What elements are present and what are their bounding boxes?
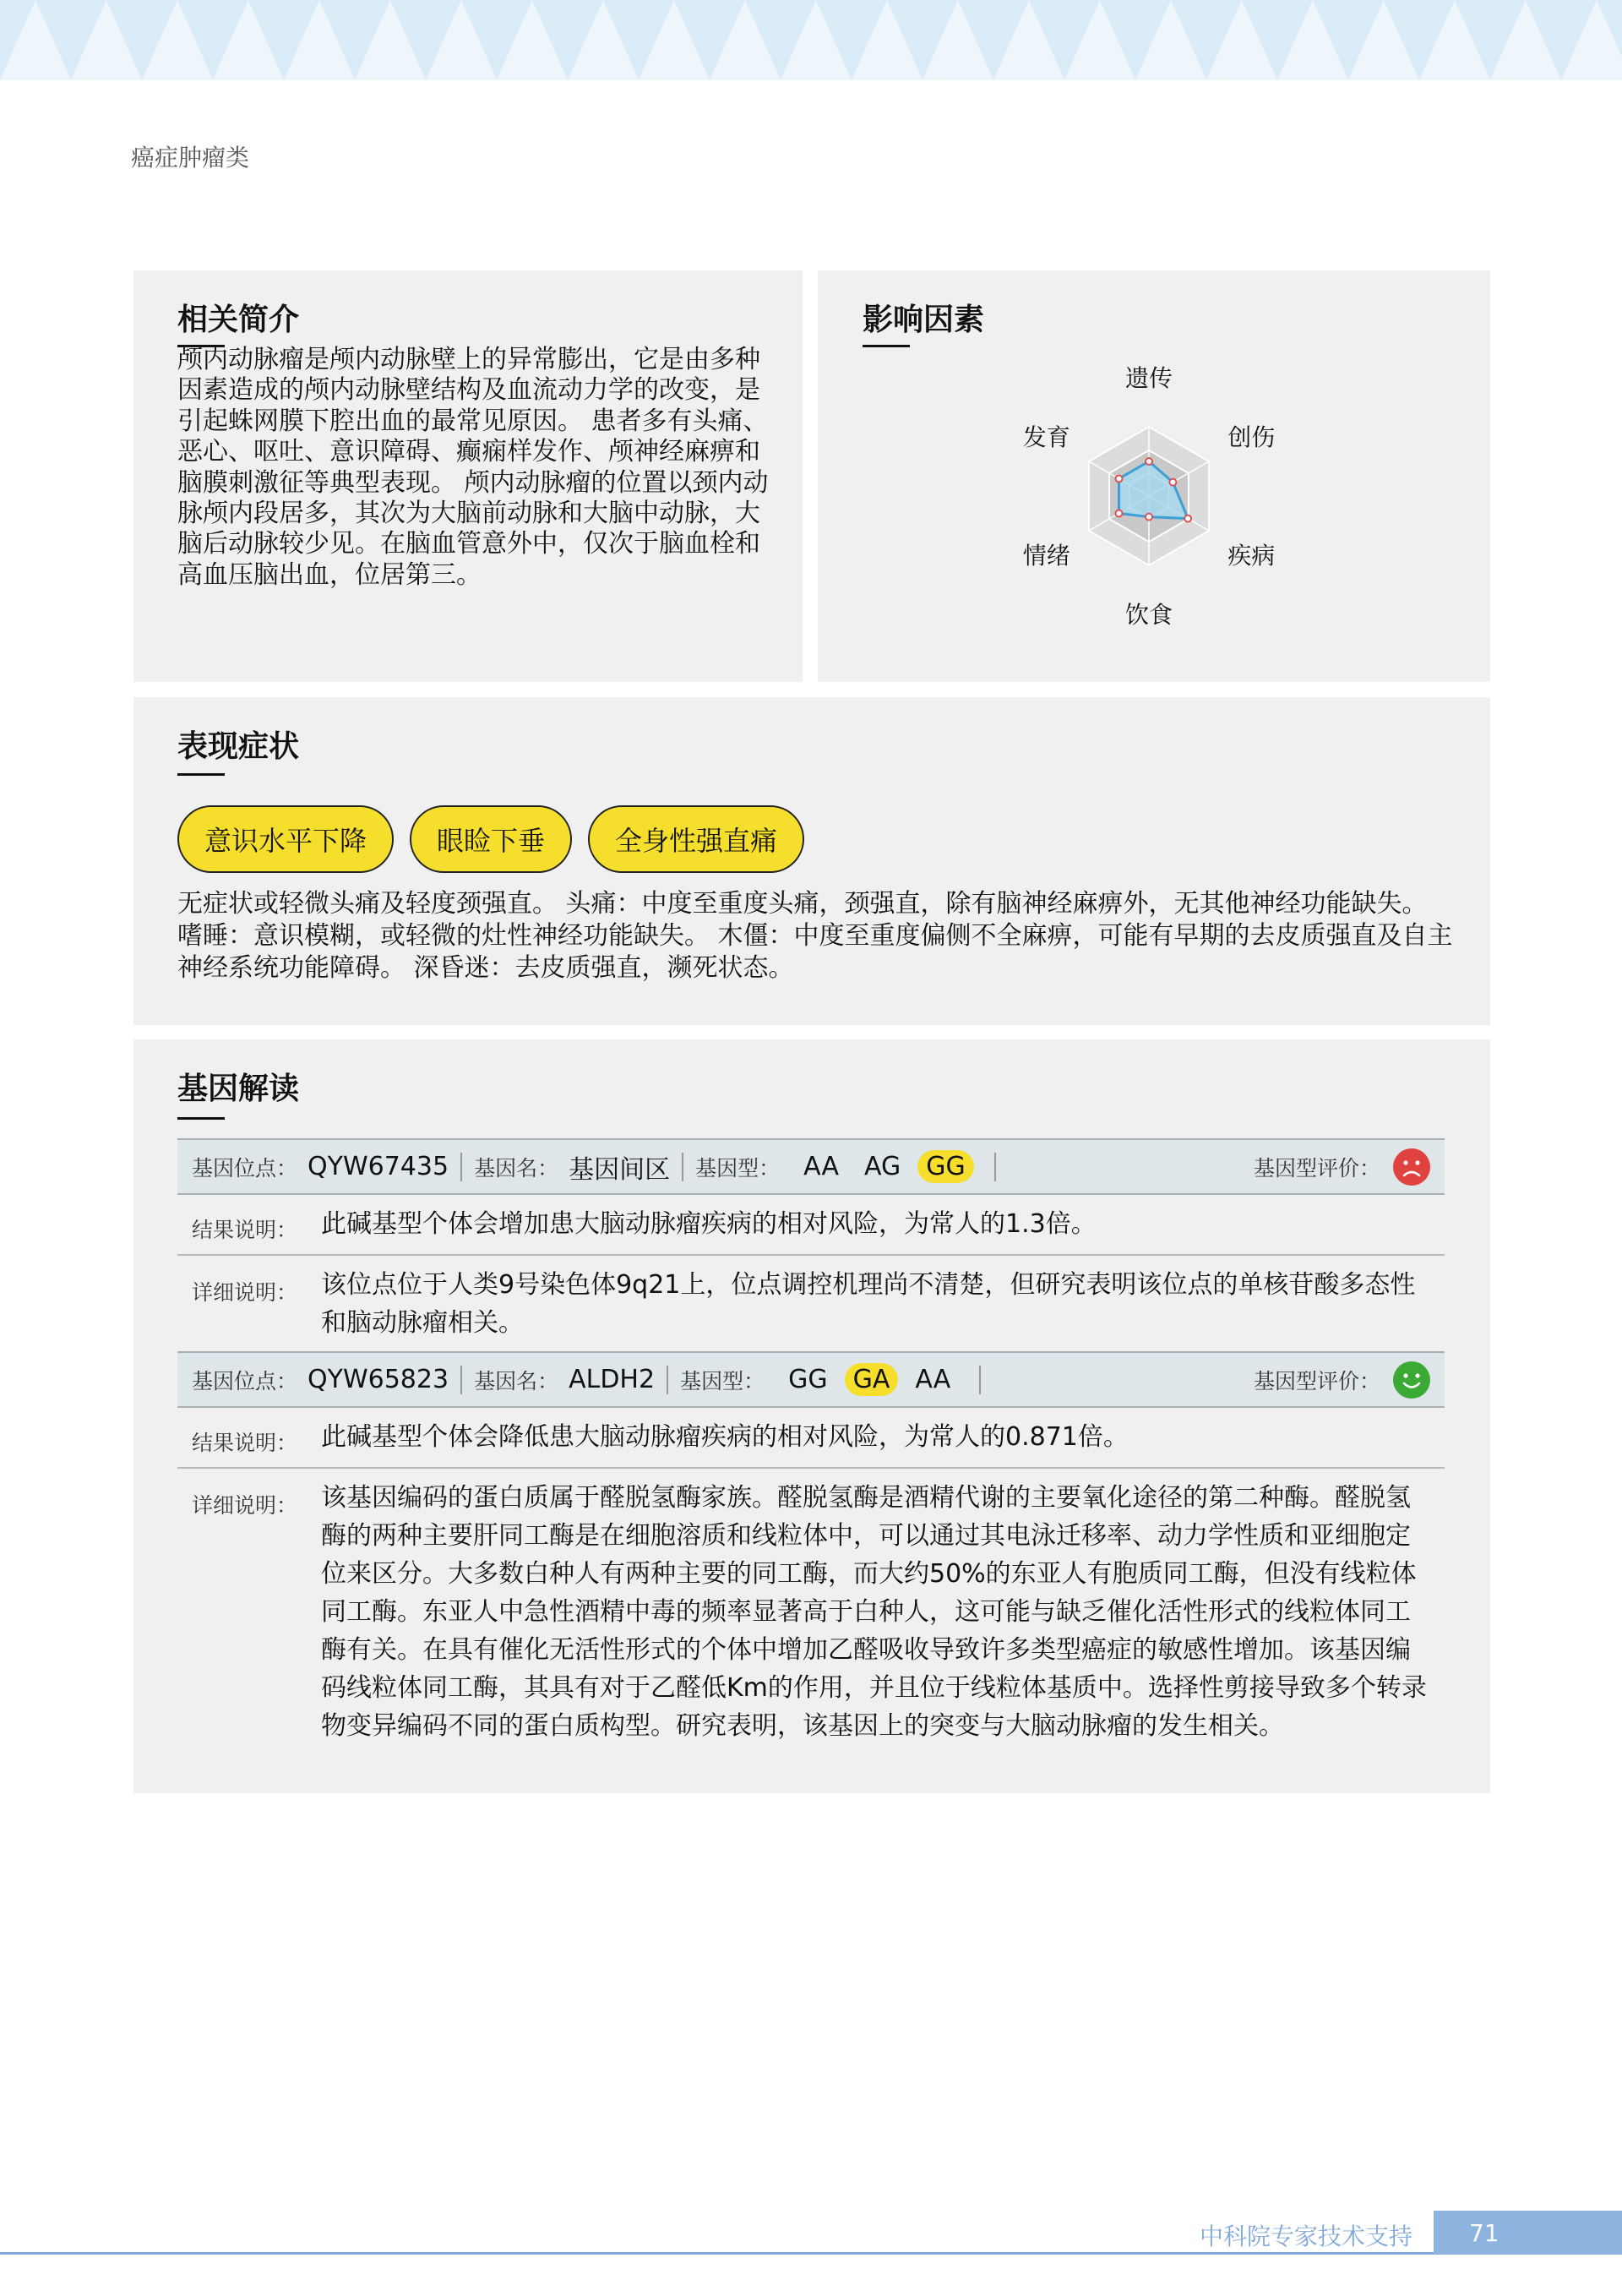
genotype-label: 基因型：	[695, 1155, 781, 1181]
evaluation-label: 基因型评价：	[1253, 1155, 1380, 1181]
evaluation-label: 基因型评价：	[1253, 1368, 1380, 1393]
radar-data-point	[1169, 479, 1176, 486]
symptom-tag: 全身性强直痛	[588, 805, 804, 873]
detail-label: 详细说明：	[192, 1493, 298, 1518]
gene-name-label: 基因名：	[474, 1155, 559, 1181]
symptoms-text: 无症状或轻微头痛及轻度颈强直。 头痛：中度至重度头痛，颈强直，除有脑神经麻痹外，无其他神经功能缺失。 嗜睡：意识模糊，或轻微的灶性神经功能缺失。 木僵：中度至重度偏侧不全麻痹，可能有早期的去皮质强直及自主神经系统功能障碍。 深昏迷：去皮质强直，濒死状态。	[177, 889, 1453, 983]
radar-data-point	[1146, 514, 1152, 521]
gene-name-value: 基因间区	[569, 1154, 671, 1185]
radar-data-point	[1115, 476, 1122, 483]
symptoms-title: 表现症状	[177, 729, 300, 764]
top-diamond-pattern	[0, 0, 1622, 80]
intro-card	[133, 270, 803, 682]
radar-axis-label: 疾病	[1227, 542, 1276, 570]
symptom-tag: 眼睑下垂	[410, 805, 572, 873]
result-label: 结果说明：	[192, 1218, 298, 1242]
radar-axis-label: 情绪	[1022, 542, 1070, 570]
factors-title: 影响因素	[863, 303, 985, 337]
sad-face-icon	[1392, 1148, 1431, 1186]
symptoms-card	[133, 697, 1490, 1025]
radar-data-point	[1146, 458, 1152, 465]
locus-label: 基因位点：	[192, 1155, 298, 1181]
locus-label: 基因位点：	[192, 1368, 298, 1393]
intro-title: 相关简介	[177, 303, 300, 337]
locus-value: QYW65823	[308, 1365, 449, 1394]
page-category: 癌症肿瘤类	[131, 144, 250, 172]
locus-value: QYW67435	[308, 1152, 449, 1181]
intro-text: 颅内动脉瘤是颅内动脉壁上的异常膨出，它是由多种因素造成的颅内动脉壁结构及血流动力学的改变，是引起蛛网膜下腔出血的最常见原因。 患者多有头痛、恶心、呕吐、意识障碍、癫痫样发作、颅神经麻痹和脑膜刺激征等典型表现。 颅内动脉瘤的位置以颈内动脉颅内段居多，其次为大脑前动脉和大脑中动脉，大脑后动脉较少见。在脑血管意外中，仅次于脑血栓和高血压脑出血，位居第三。	[177, 345, 769, 590]
result-label: 结果说明：	[192, 1431, 298, 1455]
genes-card	[133, 1039, 1490, 1793]
divider	[667, 1366, 668, 1394]
gene-header-row	[177, 1351, 1445, 1408]
smile-face-icon	[1392, 1361, 1431, 1399]
divider	[682, 1153, 683, 1181]
gene-header-row	[177, 1138, 1445, 1195]
genotype-evaluation	[1254, 1148, 1431, 1186]
page-number: 71	[1434, 2211, 1622, 2255]
result-text: 此碱基型个体会降低患大脑动脉瘤疾病的相对风险，为常人的0.871倍。	[321, 1422, 1129, 1452]
genotype-option: AG	[863, 1152, 901, 1181]
factors-radar-chart	[818, 270, 1490, 682]
result-row	[177, 1408, 1445, 1469]
genotype-evaluation	[1254, 1361, 1431, 1399]
divider	[979, 1366, 981, 1394]
radar-axis-label: 发育	[1022, 423, 1070, 451]
detail-text: 该基因编码的蛋白质属于醛脱氢酶家族。醛脱氢酶是酒精代谢的主要氧化途径的第二种酶。醛脱氢酶的两种主要肝同工酶是在细胞溶质和线粒体中，可以通过其电泳迁移率、动力学性质和亚细胞定位来区分。大多数白种人有两种主要的同工酶，而大约50%的东亚人有胞质同工酶，但没有线粒体同工酶。东亚人中急性酒精中毒的频率显著高于白种人，这可能与缺乏催化活性形式的线粒体同工酶有关。在具有催化无活性形式的个体中增加乙醛吸收导致许多类型癌症的敏感性增加。该基因编码线粒体同工酶，其具有对于乙醛低Km的作用，并且位于线粒体基质中。选择性剪接导致多个转录物变异编码不同的蛋白质构型。研究表明，该基因上的突变与大脑动脉瘤的发生相关。	[321, 1483, 1427, 1741]
genotype-option: GG	[788, 1365, 828, 1394]
result-text: 此碱基型个体会增加患大脑动脉瘤疾病的相对风险，为常人的1.3倍。	[321, 1209, 1097, 1239]
genotype-option-selected: GA	[845, 1363, 899, 1396]
radar-axis-label: 遗传	[1124, 364, 1173, 392]
divider	[994, 1153, 996, 1181]
footer-credit: 中科院专家技术支持	[1200, 2222, 1413, 2250]
divider	[460, 1153, 462, 1181]
factors-card	[818, 270, 1490, 682]
gene-name-value: ALDH2	[569, 1365, 656, 1394]
gene-name-label: 基因名：	[474, 1368, 559, 1393]
symptom-tag: 意识水平下降	[177, 805, 394, 873]
divider	[460, 1366, 462, 1394]
result-row	[177, 1195, 1445, 1256]
detail-text: 该位点位于人类9号染色体9q21上，位点调控机理尚不清楚，但研究表明该位点的单核苷酸多态性和脑动脉瘤相关。	[321, 1270, 1416, 1338]
genotype-option: AA	[915, 1365, 951, 1394]
genes-title-underline	[177, 1117, 225, 1120]
radar-data-point	[1115, 510, 1122, 517]
symptoms-title-underline	[177, 773, 225, 776]
footer-rule	[0, 2252, 1622, 2255]
radar-axis-label: 创伤	[1227, 423, 1276, 451]
symptom-tags	[177, 805, 804, 873]
genotype-option: AA	[803, 1152, 839, 1181]
genes-title: 基因解读	[177, 1072, 300, 1106]
detail-label: 详细说明：	[192, 1280, 298, 1305]
radar-data-point	[1184, 515, 1191, 522]
radar-axis-label: 饮食	[1124, 601, 1173, 629]
genotype-label: 基因型：	[680, 1368, 765, 1393]
genotype-option-selected: GG	[917, 1150, 974, 1183]
